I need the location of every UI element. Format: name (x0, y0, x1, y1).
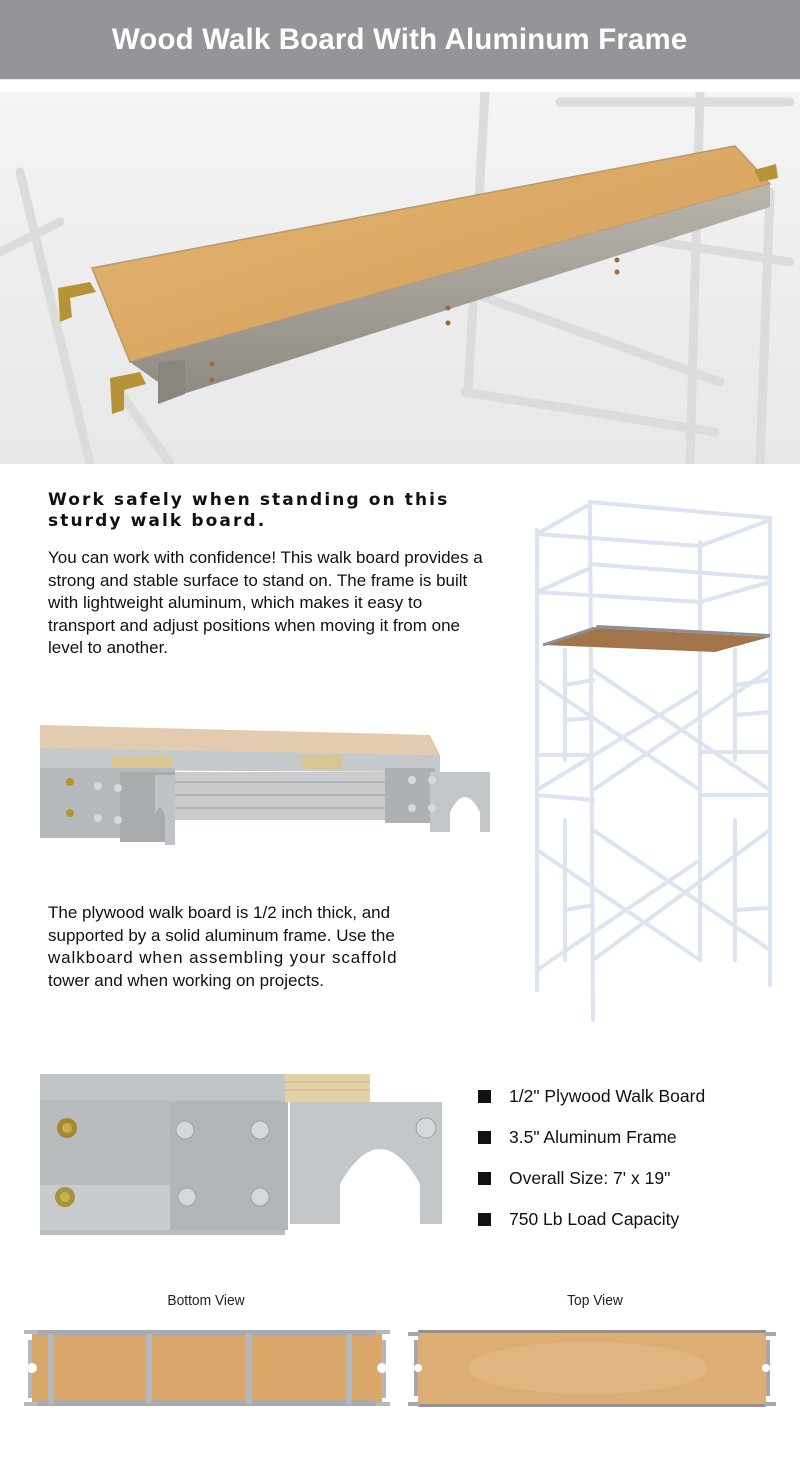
page-title: Wood Walk Board With Aluminum Frame (112, 22, 688, 56)
intro-headline: Work safely when standing on this sturdy walk board. (48, 490, 450, 531)
square-bullet-icon (478, 1172, 491, 1185)
feature-item (478, 1199, 778, 1240)
bottom-view-image (18, 1326, 390, 1410)
page-header (0, 0, 800, 80)
feature-list (478, 1076, 778, 1240)
top-view-label: Top View (567, 1292, 623, 1309)
details-line-3: walkboard when assembling your scaffold (48, 948, 398, 968)
tower-image (525, 490, 780, 1025)
feature-item (478, 1117, 778, 1158)
feature-label: 1/2" Plywood Walk Board (509, 1086, 706, 1106)
details-paragraph (48, 902, 468, 992)
frame-closeup-image (40, 1070, 445, 1240)
details-line-1: The plywood walk board is 1/2 inch thick, and (48, 903, 391, 922)
feature-label: Overall Size: 7' x 19" (509, 1168, 671, 1188)
walk-board-on-scaffold-photo-icon (0, 92, 800, 464)
aluminum-frame-closeup-photo-icon (40, 1070, 445, 1240)
feature-label: 750 Lb Load Capacity (509, 1209, 680, 1229)
details-line-2: supported by a solid aluminum frame. Use the (48, 925, 395, 945)
square-bullet-icon (478, 1090, 491, 1103)
walk-board-top-view-photo-icon (408, 1328, 776, 1410)
board-ends-image (40, 720, 495, 848)
walk-board-end-hooks-photo-icon (40, 720, 495, 848)
top-view-image (408, 1328, 776, 1410)
bottom-view-label: Bottom View (167, 1292, 245, 1309)
details-line-4: tower and when working on projects. (48, 970, 324, 990)
scaffold-tower-photo-icon (525, 490, 780, 1025)
square-bullet-icon (478, 1213, 491, 1226)
feature-label: 3.5" Aluminum Frame (509, 1127, 677, 1147)
hero-image (0, 92, 800, 464)
walk-board-bottom-view-photo-icon (18, 1326, 390, 1410)
square-bullet-icon (478, 1131, 491, 1144)
feature-item (478, 1158, 778, 1199)
feature-item (478, 1076, 778, 1117)
intro-paragraph: You can work with confidence! This walk board provides a strong and stable surface to stand on. The frame is built with lightweight aluminum, which makes it easy to transport and adjust positions when moving it from one level to another. (48, 548, 483, 658)
